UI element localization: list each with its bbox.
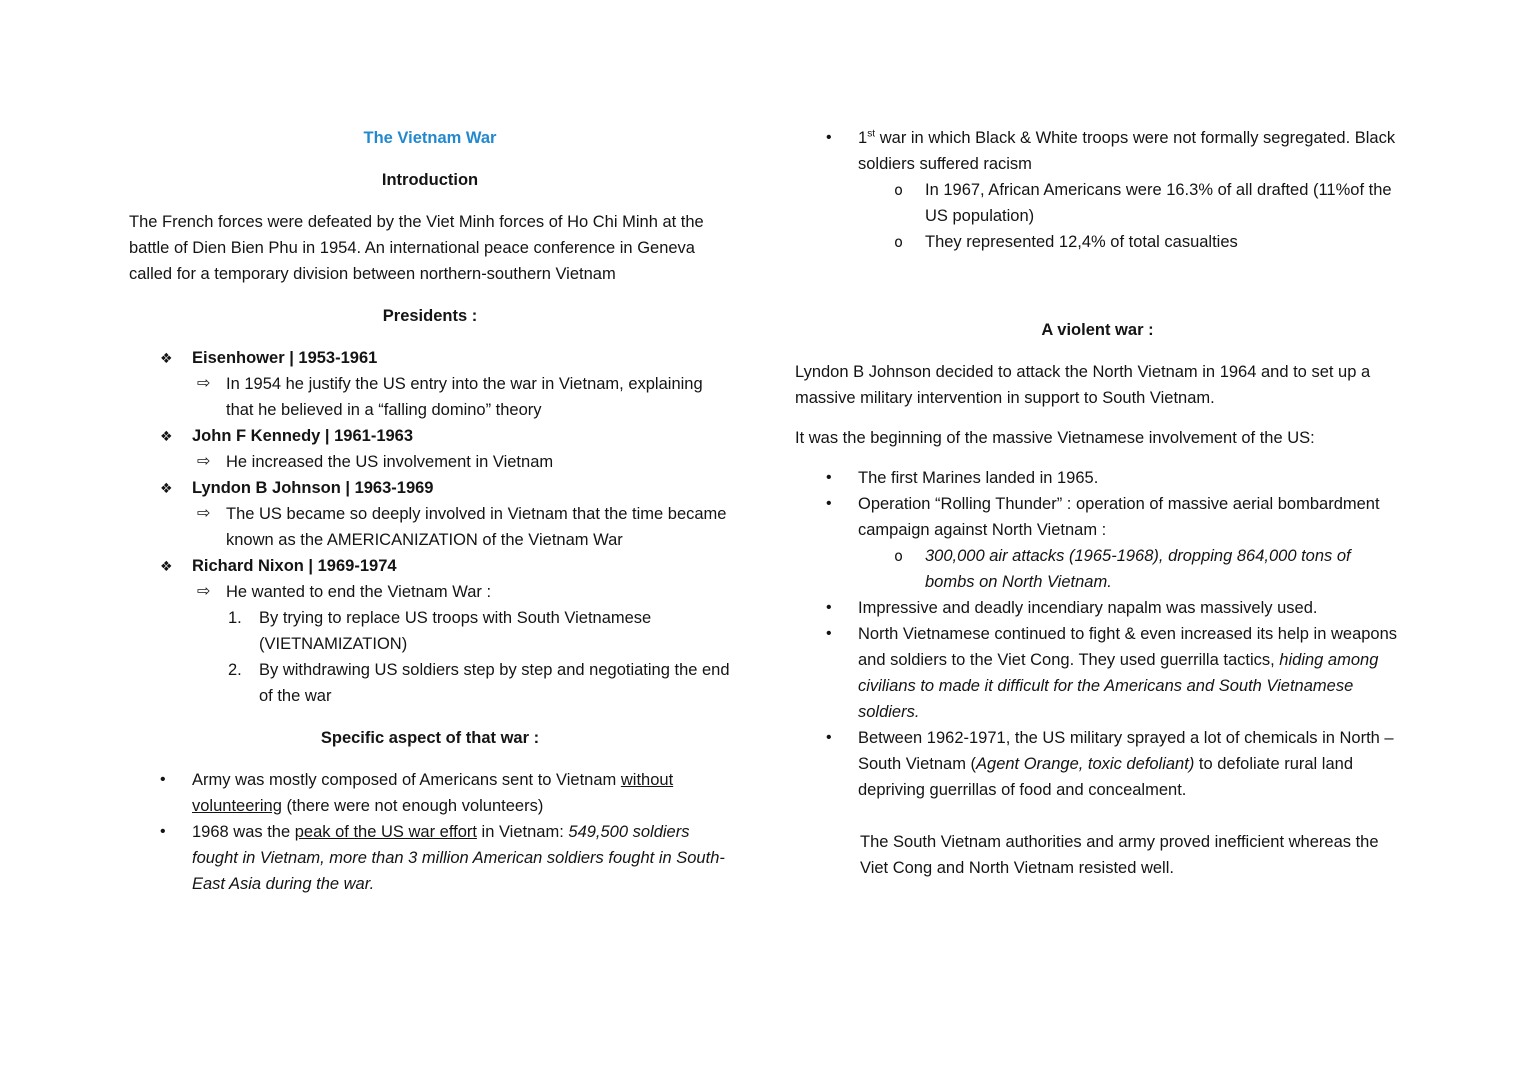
list-item bbox=[795, 725, 1400, 803]
list-marker: 2. bbox=[228, 661, 242, 679]
list-marker: ⇨ bbox=[197, 583, 211, 600]
text-run: 549,500 soldiers fought in Vietnam, more than 3 million American soldiers fought in South-East Asia during the war. bbox=[192, 823, 725, 893]
list-item-text bbox=[192, 771, 673, 815]
text-run: By trying to replace US troops with South Vietnamese (VIETNAMIZATION) bbox=[259, 609, 652, 653]
list-marker: ❖ bbox=[160, 558, 173, 574]
list-item-text bbox=[925, 233, 1238, 251]
list-item bbox=[129, 475, 731, 501]
text-run: He increased the US involvement in Vietnam bbox=[226, 453, 554, 471]
list-item bbox=[129, 553, 731, 579]
text-run: A violent war : bbox=[1041, 321, 1154, 339]
list-item bbox=[795, 595, 1400, 621]
text-run: Agent Orange, toxic defoliant) bbox=[976, 755, 1195, 773]
text-run: In 1954 he justify the US entry into the war in Vietnam, explaining that he believed in a “falling domino” theory bbox=[226, 375, 703, 419]
text-run: It was the beginning of the massive Vietnamese involvement of the US: bbox=[795, 429, 1315, 447]
list-marker: • bbox=[826, 495, 832, 512]
list-marker: ❖ bbox=[160, 428, 173, 444]
paragraph bbox=[129, 209, 731, 287]
section-heading bbox=[129, 725, 731, 751]
list-marker: ⇨ bbox=[197, 505, 211, 522]
list-item-text bbox=[192, 823, 725, 893]
document-title bbox=[129, 125, 731, 151]
text-run: st bbox=[867, 128, 876, 140]
list-item bbox=[129, 501, 731, 553]
list-item-text bbox=[226, 453, 553, 471]
list-item bbox=[795, 621, 1400, 725]
list-marker: o bbox=[894, 547, 904, 565]
text-run: In 1967, African Americans were 16.3% of all drafted (11%of the US population) bbox=[925, 181, 1392, 225]
list-item bbox=[795, 125, 1400, 177]
list-marker: • bbox=[826, 469, 832, 486]
text-run: 1 bbox=[858, 129, 868, 147]
text-run: The French forces were defeated by the Viet Minh forces of Ho Chi Minh at the battle of Dien Bien Phu in 1954. An international peace conference in Geneva called for a temporary division between northern-southern Vietnam bbox=[129, 213, 704, 283]
text-run: By withdrawing US soldiers step by step and negotiating the end of the war bbox=[259, 661, 730, 705]
list-item-text bbox=[192, 349, 377, 367]
list-item bbox=[129, 605, 731, 657]
list-item bbox=[129, 423, 731, 449]
list-marker: o bbox=[894, 233, 904, 251]
list-item-text bbox=[925, 547, 1351, 591]
list-item-text bbox=[858, 729, 1394, 799]
text-run: peak of the US war effort bbox=[294, 823, 477, 841]
paragraph bbox=[795, 829, 1400, 881]
list-marker: 1. bbox=[228, 609, 242, 627]
text-run: Richard Nixon | 1969-1974 bbox=[192, 557, 397, 575]
text-run: John F Kennedy | 1961-1963 bbox=[192, 427, 414, 445]
section-heading bbox=[795, 317, 1400, 343]
text-run: Lyndon B Johnson decided to attack the North Vietnam in 1964 and to set up a massive military intervention in support to South Vietnam. bbox=[795, 363, 1371, 407]
text-run: The first Marines landed in 1965. bbox=[858, 469, 1099, 487]
list-marker: ❖ bbox=[160, 350, 173, 366]
document-column-right bbox=[795, 125, 1400, 1080]
list-item-text bbox=[858, 599, 1317, 617]
list-item-text bbox=[192, 557, 397, 575]
text-run: North Vietnamese continued to fight & even increased its help in weapons and soldiers to the Viet Cong. They used guerrilla tactics, bbox=[858, 625, 1398, 669]
list-marker: o bbox=[894, 181, 904, 199]
text-run: hiding among civilians to made it difficult for the Americans and South Vietnamese soldiers. bbox=[858, 651, 1379, 721]
text-run: war in which Black & White troops were not formally segregated. Black soldiers suffered racism bbox=[858, 129, 1396, 173]
list-item-text bbox=[858, 625, 1397, 721]
list-marker: • bbox=[826, 729, 832, 746]
list-item bbox=[129, 449, 731, 475]
list-item bbox=[129, 767, 731, 819]
text-run: 1968 was the bbox=[192, 823, 295, 841]
list-item bbox=[795, 491, 1400, 543]
list-marker: • bbox=[160, 771, 166, 788]
text-run: Presidents : bbox=[382, 307, 478, 325]
list-item-text bbox=[226, 583, 491, 601]
list-marker: • bbox=[826, 129, 832, 146]
text-run: Specific aspect of that war : bbox=[320, 729, 540, 747]
list-item-text bbox=[226, 375, 703, 419]
section-heading bbox=[129, 303, 731, 329]
paragraph bbox=[795, 359, 1400, 411]
text-run: Operation “Rolling Thunder” : operation of massive aerial bombardment campaign against North Vietnam : bbox=[858, 495, 1380, 539]
text-run: They represented 12,4% of total casualties bbox=[925, 233, 1238, 251]
text-run: The Vietnam War bbox=[363, 129, 497, 147]
spacer bbox=[795, 255, 1400, 301]
text-run: (there were not enough volunteers) bbox=[281, 797, 544, 815]
text-run: Lyndon B Johnson | 1963-1969 bbox=[192, 479, 434, 497]
text-run: Impressive and deadly incendiary napalm was massively used. bbox=[858, 599, 1318, 617]
list-item-text bbox=[226, 505, 726, 549]
paragraph bbox=[795, 425, 1400, 451]
list-item-text bbox=[259, 661, 730, 705]
text-run: 300,000 air attacks (1965-1968), dropping 864,000 tons of bombs on North Vietnam. bbox=[925, 547, 1351, 591]
list-marker: • bbox=[160, 823, 166, 840]
text-run: Army was mostly composed of Americans sent to Vietnam bbox=[192, 771, 621, 789]
list-item-text bbox=[925, 181, 1392, 225]
text-run: He wanted to end the Vietnam War : bbox=[226, 583, 492, 601]
text-run: The South Vietnam authorities and army proved inefficient whereas the Viet Cong and North Vietnam resisted well. bbox=[860, 833, 1379, 877]
list-item-text bbox=[192, 427, 413, 445]
list-item bbox=[795, 229, 1400, 255]
list-item-text bbox=[858, 469, 1098, 487]
text-run: The US became so deeply involved in Vietnam that the time became known as the AMERICANIZATION of the Vietnam War bbox=[226, 505, 727, 549]
section-heading bbox=[129, 167, 731, 193]
list-item-text bbox=[192, 479, 433, 497]
list-item-text bbox=[858, 495, 1380, 539]
list-item bbox=[795, 177, 1400, 229]
text-run: Between 1962-1971, the US military sprayed a lot of chemicals in North – South Vietnam ( bbox=[858, 729, 1394, 773]
list-item bbox=[795, 543, 1400, 595]
list-marker: ❖ bbox=[160, 480, 173, 496]
text-run: Introduction bbox=[381, 171, 479, 189]
text-run: Eisenhower | 1953-1961 bbox=[192, 349, 378, 367]
spacer bbox=[795, 803, 1400, 829]
text-run: without volunteering bbox=[192, 771, 674, 815]
list-item bbox=[129, 371, 731, 423]
list-item-text bbox=[259, 609, 651, 653]
list-marker: ⇨ bbox=[197, 375, 211, 392]
text-run: to defoliate rural land depriving guerrillas of food and concealment. bbox=[858, 755, 1353, 799]
list-marker: ⇨ bbox=[197, 453, 211, 470]
list-item bbox=[129, 657, 731, 709]
document-column-left bbox=[129, 125, 731, 1080]
list-marker: • bbox=[826, 625, 832, 642]
list-item bbox=[129, 579, 731, 605]
text-run: in Vietnam: bbox=[476, 823, 569, 841]
list-item bbox=[795, 465, 1400, 491]
list-marker: • bbox=[826, 599, 832, 616]
list-item-text bbox=[858, 129, 1395, 173]
list-item bbox=[129, 345, 731, 371]
list-item bbox=[129, 819, 731, 897]
